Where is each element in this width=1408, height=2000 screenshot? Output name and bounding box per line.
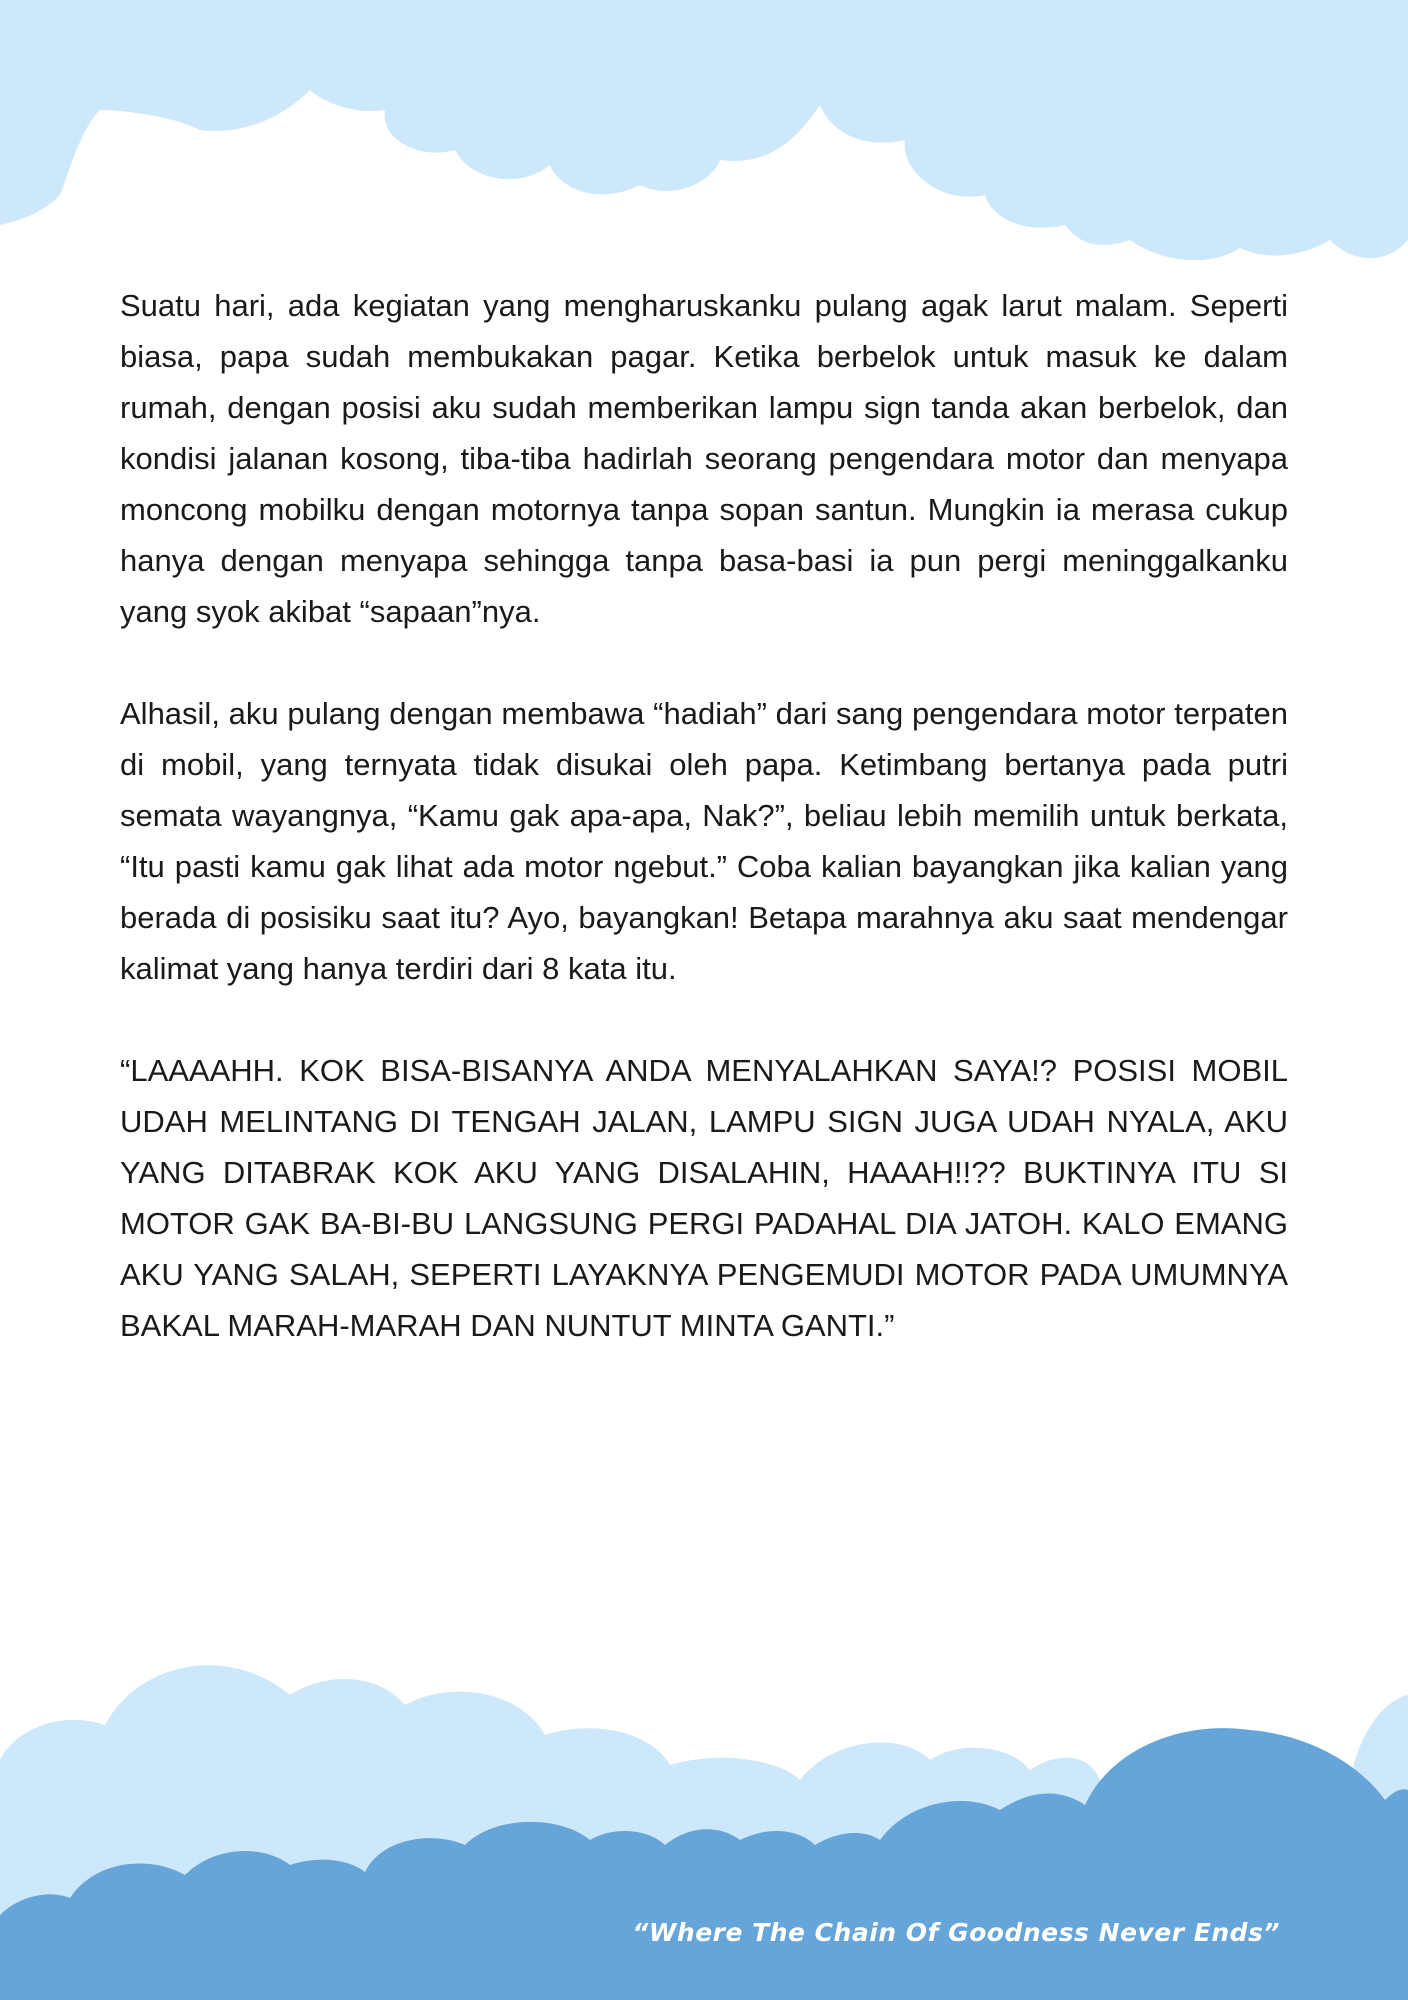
top-cloud-shape: [0, 0, 1408, 260]
top-cloud-decoration: [0, 0, 1408, 260]
article-body: [120, 280, 1288, 1402]
paragraph-1: Suatu hari, ada kegiatan yang mengharuskanku pulang agak larut malam. Seperti biasa, papa sudah membukakan pagar. Ketika berbelok untuk masuk ke dalam rumah, dengan posisi aku sudah memberikan lampu sign tanda akan berbelok, dan kondisi jalanan kosong, tiba-tiba hadirlah seorang pengendara motor dan menyapa moncong mobilku dengan motornya tanpa sopan santun. Mungkin ia merasa cukup hanya dengan menyapa sehingga tanpa basa-basi ia pun pergi meninggalkanku yang syok akibat “sapaan”nya.: [120, 288, 1288, 629]
footer-tagline: “Where The Chain Of Goodness Never Ends”: [632, 1918, 1280, 1947]
paragraph-3: “LAAAAHH. KOK BISA-BISANYA ANDA MENYALAHKAN SAYA!? POSISI MOBIL UDAH MELINTANG DI TENGAH JALAN, LAMPU SIGN JUGA UDAH NYALA, AKU YANG DITABRAK KOK AKU YANG DISALAHIN, HAAAH!!?? BUKTINYA ITU SI MOTOR GAK BA-BI-BU LANGSUNG PERGI PADAHAL DIA JATOH. KALO EMANG AKU YANG SALAH, SEPERTI LAYAKNYA PENGEMUDI MOTOR PADA UMUMNYA BAKAL MARAH-MARAH DAN NUNTUT MINTA GANTI.”: [120, 1053, 1288, 1343]
paragraph-2: Alhasil, aku pulang dengan membawa “hadiah” dari sang pengendara motor terpaten di mobil, yang ternyata tidak disukai oleh papa. Ketimbang bertanya pada putri semata wayangnya, “Kamu gak apa-apa, Nak?”, beliau lebih memilih untuk berkata, “Itu pasti kamu gak lihat ada motor ngebut.” Coba kalian bayangkan jika kalian yang berada di posisiku saat itu? Ayo, bayangkan! Betapa marahnya aku saat mendengar kalimat yang hanya terdiri dari 8 kata itu.: [120, 696, 1288, 986]
